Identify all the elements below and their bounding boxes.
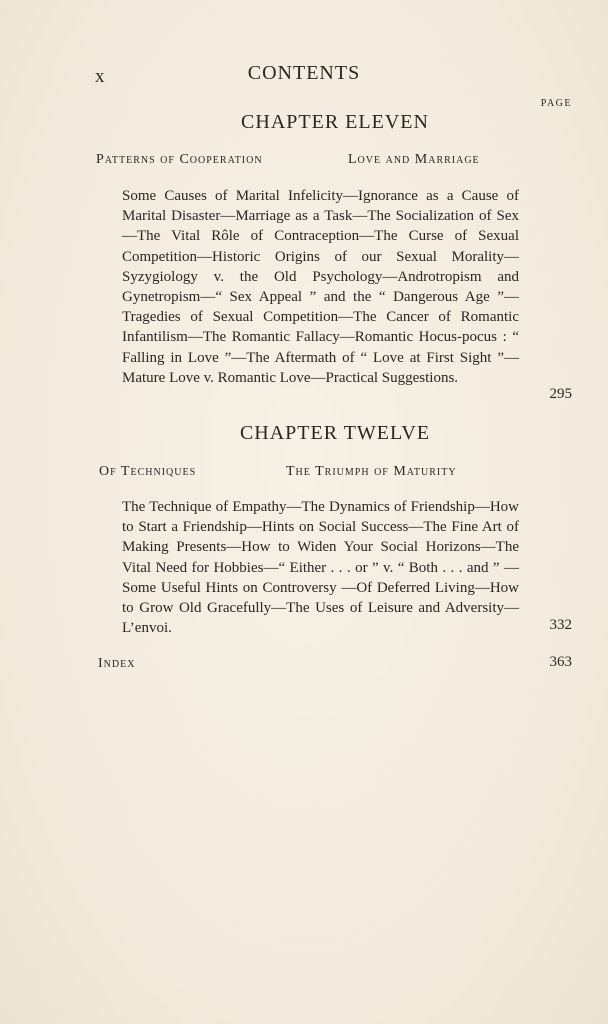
chapter-twelve-part-right: The Triumph of Maturity xyxy=(286,464,457,479)
index-page-number: 363 xyxy=(549,654,572,670)
chapter-eleven-part-right: Love and Marriage xyxy=(348,152,480,167)
chapter-eleven-title: CHAPTER ELEVEN xyxy=(241,111,429,133)
running-head: CONTENTS xyxy=(247,62,361,84)
index-label: Index xyxy=(98,656,136,671)
page-folio: x xyxy=(95,66,105,87)
page-column-label: PAGE xyxy=(540,98,572,109)
chapter-twelve-summary: The Technique of Empathy—The Dynamics of Friendship—How to Start a Friendship—Hints on Social Success—The Fine Art of Making Presents—How to Widen Your Social Horizons—The Vital Need for Hobbies—“ Either . . . or ” v. “ Both . . . and ” —Some Useful Hints on Controversy —Of Deferred Living—How to Grow Old Gracefully—The Uses of Leisure and Adversity—L’envoi. xyxy=(122,499,519,637)
chapter-eleven-page-number: 295 xyxy=(549,386,572,402)
chapter-eleven-summary: Some Causes of Marital Infelicity—Ignorance as a Cause of Marital Disaster—Marriage as a Task—The Socialization of Sex—The Vital Rôle of Contraception—The Curse of Sexual Competition—Historic Origins of our Sexual Morality—Syzygiology v. the Old Psychology—Androtropism and Gynetropism—“ Sex Appeal ” and the “ Dangerous Age ”—Tragedies of Sexual Competition—The Cancer of Romantic Infantilism—The Romantic Fallacy—Romantic Hocus-pocus : “ Falling in Love ”—The Aftermath of “ Love at First Sight ”—Mature Love v. Romantic Love—Practical Suggestions. xyxy=(122,188,519,386)
chapter-twelve-title: CHAPTER TWELVE xyxy=(239,422,431,444)
chapter-eleven-part-left: Patterns of Cooperation xyxy=(96,152,263,167)
chapter-twelve-page-number: 332 xyxy=(549,617,572,633)
chapter-twelve-part-left: Of Techniques xyxy=(99,464,197,479)
